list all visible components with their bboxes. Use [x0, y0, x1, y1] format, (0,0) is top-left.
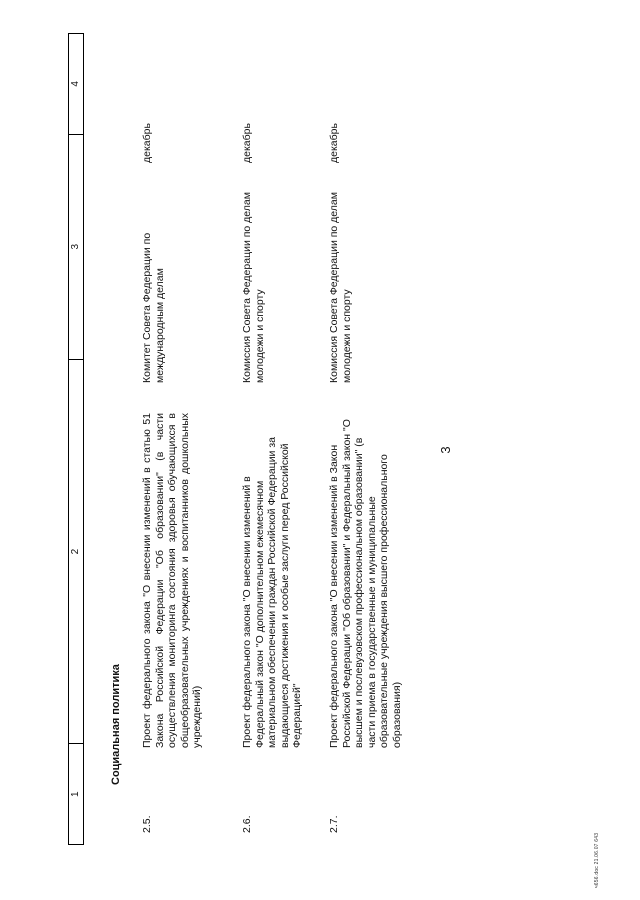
- row-description: Проект федерального закона "О внесении изменений в статью 51 Закона Российской Федерации "Об образовании" (в части осуществления мониторинга состояния здоровья обучающихся в общеобразовательных учреждениях и воспитанников дошкольных учреждений): [141, 413, 204, 748]
- row-number: 2.6.: [241, 815, 253, 833]
- row-number: 2.7.: [328, 815, 340, 833]
- row-term: декабрь: [141, 123, 153, 163]
- row-description: Проект федерального закона "О внесении изменений в Закон Российской Федерации "Об образовании" и Федеральный закон "О высшем и послевузовском профессиональном образовании" (в части приема в государственные и муниципальные образовательные учреждения высшего профессионального образования): [328, 419, 403, 748]
- row-number: 2.5.: [141, 815, 153, 833]
- column-header-1: 1: [70, 791, 81, 797]
- row-term: декабрь: [241, 123, 253, 163]
- page-number: 3: [438, 446, 453, 454]
- column-header-row: [68, 33, 84, 845]
- table-row: [328, 35, 404, 845]
- footer-code: ч656.doc 21.06.07 643: [594, 832, 600, 888]
- row-description: Проект федерального закона "О внесении изменений в Федеральный закон "О дополнительном ежемесячном материальном обеспечении граждан Российской Федерации за выдающиеся достижения и особые заслуги перед Российской Федерацией": [241, 437, 304, 748]
- row-responsible: Комитет Совета Федерации по международным делам: [141, 232, 166, 383]
- row-term: декабрь: [328, 123, 340, 163]
- table-row: [141, 35, 204, 845]
- section-title: Социальная политика: [110, 664, 122, 785]
- column-header-3: 3: [69, 135, 83, 360]
- table-row: [241, 35, 304, 845]
- column-header-2: 2: [69, 360, 83, 745]
- row-responsible: Комиссия Совета Федерации по делам молодежи и спорту: [241, 192, 266, 383]
- column-header-4: 4: [69, 34, 83, 135]
- row-responsible: Комиссия Совета Федерации по делам молодежи и спорту: [328, 192, 353, 383]
